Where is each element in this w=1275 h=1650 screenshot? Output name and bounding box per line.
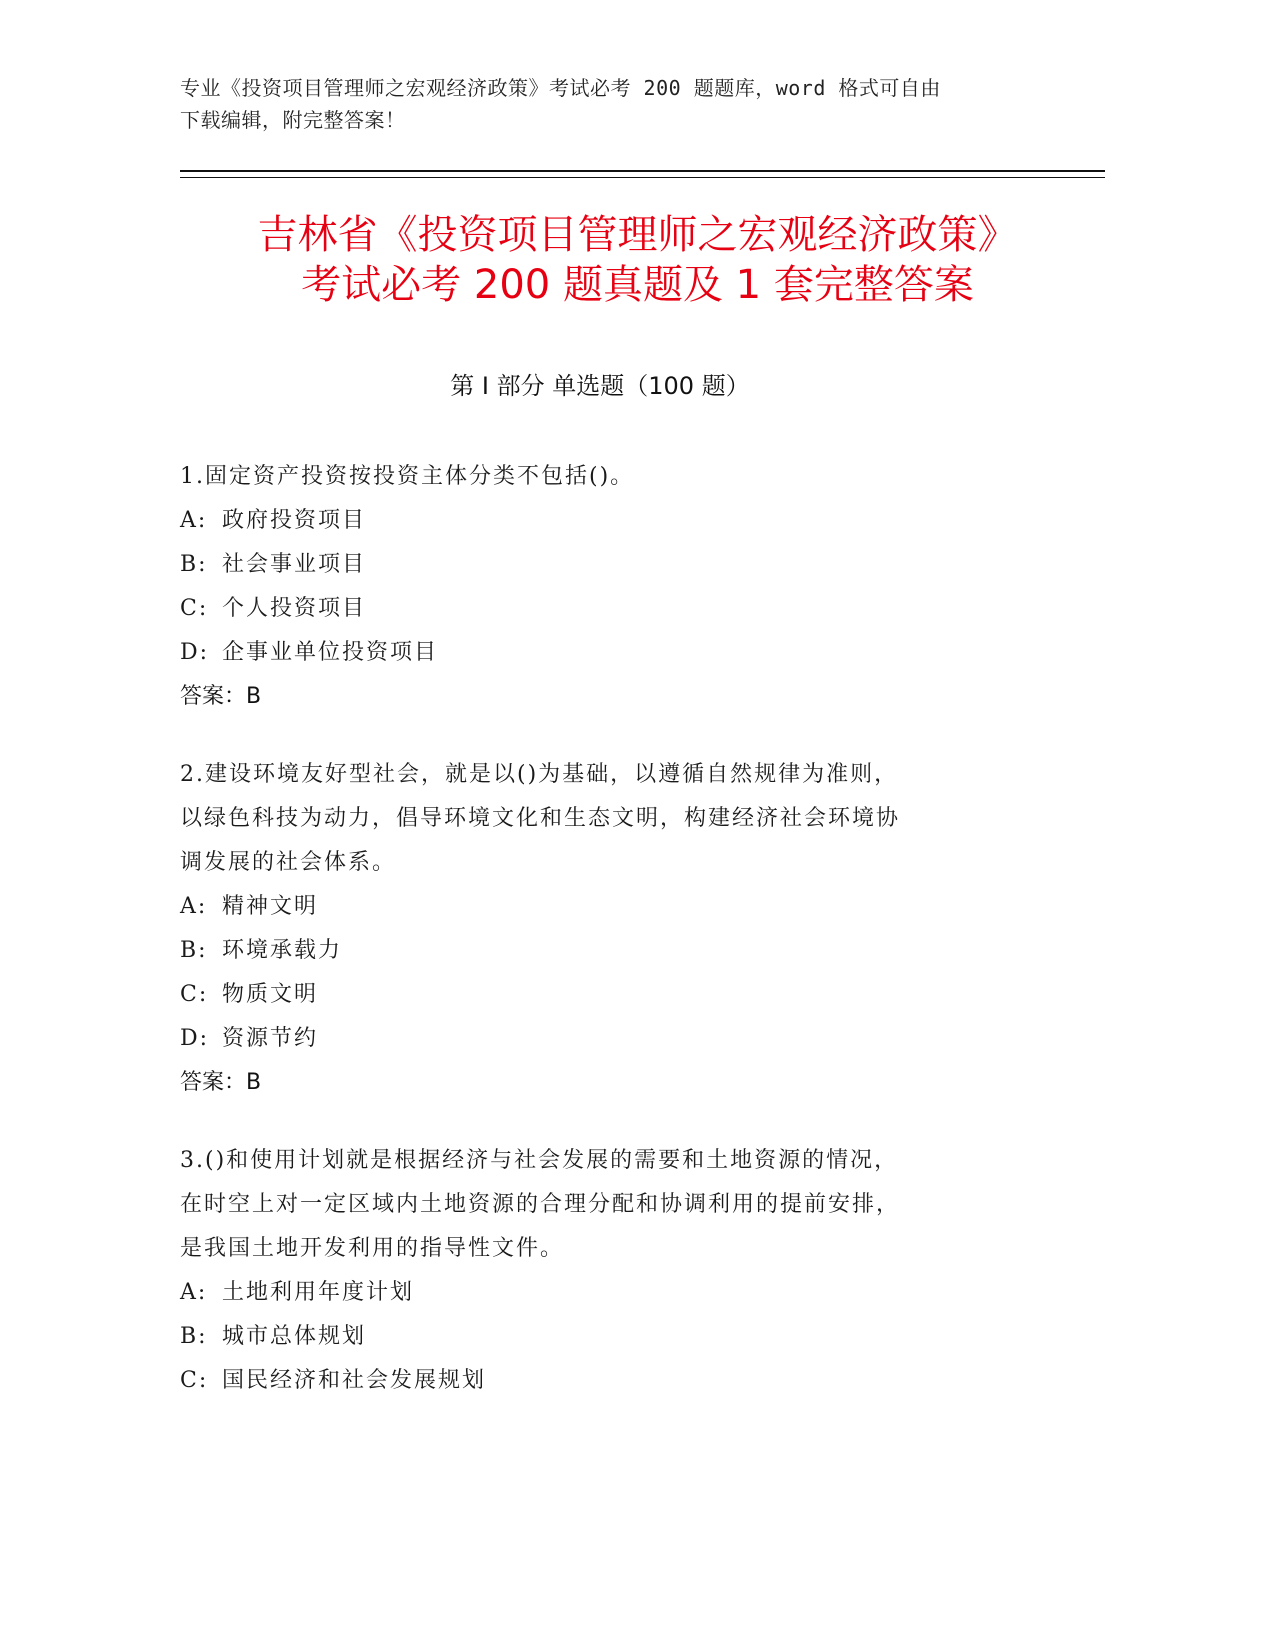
option-text: 城市总体规划 xyxy=(222,1324,367,1349)
question-text-line: 是我国土地开发利用的指导性文件。 xyxy=(180,1236,565,1261)
option-letter: A: xyxy=(180,1280,208,1305)
answer-option xyxy=(180,1315,1030,1359)
option-letter: A: xyxy=(180,894,208,919)
question-item xyxy=(180,753,1030,1105)
question-item xyxy=(180,1139,1030,1403)
question-list xyxy=(180,455,1030,1437)
option-letter: D: xyxy=(180,1026,210,1051)
option-text: 国民经济和社会发展规划 xyxy=(222,1368,487,1393)
answer-option xyxy=(180,1271,1030,1315)
option-text: 精神文明 xyxy=(222,894,319,919)
option-text: 社会事业项目 xyxy=(222,552,367,577)
answer-option xyxy=(180,587,1030,631)
option-text: 物质文明 xyxy=(222,982,319,1007)
question-text-line: 1.固定资产投资按投资主体分类不包括()。 xyxy=(180,464,635,489)
question-item xyxy=(180,455,1030,719)
option-letter: B: xyxy=(180,552,208,577)
question-text-line: 3.()和使用计划就是根据经济与社会发展的需要和土地资源的情况， xyxy=(180,1148,899,1173)
option-text: 土地利用年度计划 xyxy=(222,1280,415,1305)
answer-option xyxy=(180,885,1030,929)
answer-key: 答案：B xyxy=(180,684,262,709)
answer-key: 答案：B xyxy=(180,1070,262,1095)
answer-option xyxy=(180,631,1030,675)
answer-option xyxy=(180,543,1030,587)
option-text: 政府投资项目 xyxy=(222,508,367,533)
document-title xyxy=(0,210,1275,310)
option-text: 个人投资项目 xyxy=(222,596,367,621)
option-letter: C: xyxy=(180,596,209,621)
header-note xyxy=(180,72,1060,136)
question-text-line: 以绿色科技为动力，倡导环境文化和生态文明，构建经济社会环境协 xyxy=(180,806,901,831)
option-letter: D: xyxy=(180,640,210,665)
answer-option xyxy=(180,499,1030,543)
option-letter: B: xyxy=(180,1324,208,1349)
answer-option xyxy=(180,1017,1030,1061)
option-text: 资源节约 xyxy=(222,1026,319,1051)
document-title-line: 考试必考 200 题真题及 1 套完整答案 xyxy=(301,262,974,308)
option-letter: C: xyxy=(180,982,209,1007)
answer-option xyxy=(180,1359,1030,1403)
header-note-line: 专业《投资项目管理师之宏观经济政策》考试必考 200 题题库，word 格式可自由 xyxy=(180,76,941,100)
header-rule-thick xyxy=(180,170,1105,172)
section-heading: 第 I 部分 单选题（100 题） xyxy=(450,372,750,400)
option-letter: B: xyxy=(180,938,208,963)
question-text-line: 调发展的社会体系。 xyxy=(180,850,397,875)
option-letter: C: xyxy=(180,1368,209,1393)
option-text: 企事业单位投资项目 xyxy=(222,640,439,665)
header-rule-thin xyxy=(180,177,1105,178)
header-note-line: 下载编辑，附完整答案！ xyxy=(180,108,406,132)
answer-option xyxy=(180,973,1030,1017)
option-text: 环境承载力 xyxy=(222,938,343,963)
option-letter: A: xyxy=(180,508,208,533)
question-text-line: 在时空上对一定区域内土地资源的合理分配和协调利用的提前安排， xyxy=(180,1192,901,1217)
document-title-line: 吉林省《投资项目管理师之宏观经济政策》 xyxy=(257,212,1018,258)
answer-option xyxy=(180,929,1030,973)
question-text-line: 2.建设环境友好型社会，就是以()为基础，以遵循自然规律为准则， xyxy=(180,762,899,787)
